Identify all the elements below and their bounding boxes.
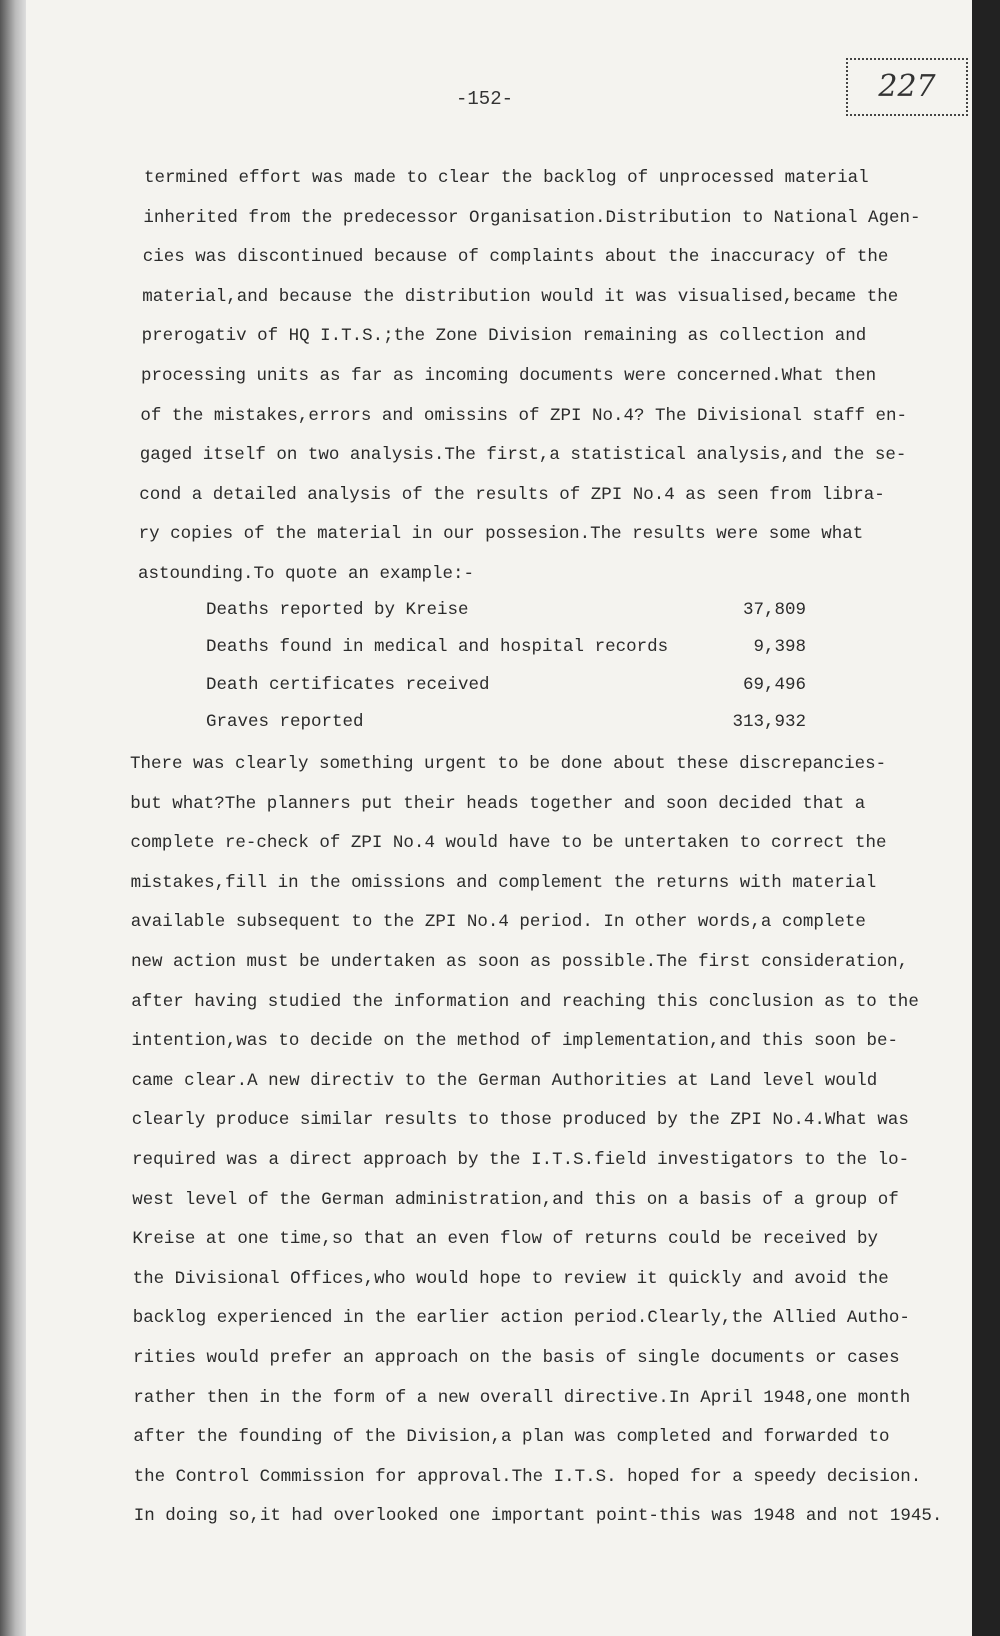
- text-line: material,and because the distribution would it was visualised,became the: [142, 286, 899, 307]
- text-line: of the mistakes,errors and omissins of ZPI No.4? The Divisional staff en-: [140, 405, 908, 426]
- page-number: -152-: [456, 88, 514, 110]
- text-line: processing units as far as incoming documents were concerned.What then: [141, 366, 877, 386]
- text-line: west level of the German administration,and this on a basis of a group of: [132, 1189, 899, 1210]
- table-row: [206, 712, 806, 732]
- table-row: [206, 675, 806, 695]
- text-line: intention,was to decide on the method of implementation,and this soon be-: [131, 1031, 899, 1052]
- scan-background: [972, 0, 1000, 1636]
- text-line: but what?The planners put their heads together and soon decided that a: [130, 793, 866, 814]
- text-line: Kreise at one time,so that an even flow of returns could be received by: [132, 1229, 879, 1250]
- text-line: backlog experienced in the earlier action period.Clearly,the Allied Autho-: [132, 1308, 910, 1329]
- text-line: rather then in the form of a new overall directive.In April 1948,one month: [133, 1387, 911, 1408]
- table-row: [206, 637, 806, 657]
- text-line: termined effort was made to clear the backlog of unprocessed material: [144, 168, 869, 188]
- row-label: Deaths found in medical and hospital records: [206, 637, 669, 658]
- text-line: new action must be undertaken as soon as possible.The first consideration,: [131, 952, 909, 973]
- text-line: gaged itself on two analysis.The first,a statistical analysis,and the se-: [139, 445, 907, 466]
- archive-stamp: 227: [846, 58, 968, 116]
- text-line: after having studied the information and reaching this conclusion as to the: [131, 991, 919, 1012]
- row-value: 9,398: [753, 637, 806, 658]
- text-line: In doing so,it had overlooked one important point-this was 1948 and not 1945.: [133, 1506, 943, 1527]
- text-line: available subsequent to the ZPI No.4 period. In other words,a complete: [130, 912, 866, 933]
- text-line: cies was discontinued because of complaints about the inaccuracy of the: [142, 247, 889, 268]
- table-row: [206, 600, 806, 620]
- text-line: rities would prefer an approach on the basis of single documents or cases: [133, 1348, 900, 1369]
- row-value: 313,932: [732, 712, 806, 733]
- text-line: after the founding of the Division,a plan was completed and forwarded to: [133, 1427, 890, 1448]
- text-line: There was clearly something urgent to be done about these discrepancies-: [130, 754, 887, 775]
- text-line: the Control Commission for approval.The I.T.S. hoped for a speedy decision.: [133, 1466, 922, 1487]
- text-line: mistakes,fill in the omissions and complement the returns with material: [130, 872, 877, 893]
- text-line: inherited from the predecessor Organisation.Distribution to National Agen-: [143, 207, 921, 228]
- text-line: came clear.A new directiv to the German Authorities at Land level would: [131, 1070, 878, 1091]
- text-line: complete re-check of ZPI No.4 would have to be untertaken to correct the: [130, 833, 887, 854]
- text-line: astounding.To quote an example:-: [138, 564, 475, 584]
- document-page: [26, 0, 972, 1636]
- row-value: 69,496: [742, 674, 806, 695]
- row-value: 37,809: [742, 599, 806, 620]
- row-label: Graves reported: [206, 712, 364, 733]
- text-line: ry copies of the material in our possesion.The results were some what: [138, 524, 864, 545]
- binding-edge: [0, 0, 26, 1636]
- row-label: Death certificates received: [206, 674, 490, 695]
- text-line: the Divisional Offices,who would hope to review it quickly and avoid the: [132, 1268, 889, 1289]
- text-line: cond a detailed analysis of the results of ZPI No.4 as seen from libra-: [139, 484, 885, 505]
- row-label: Deaths reported by Kreise: [206, 599, 469, 620]
- text-line: required was a direct approach by the I.T.S.field investigators to the lo-: [132, 1150, 910, 1171]
- text-line: prerogativ of HQ I.T.S.;the Zone Division remaining as collection and: [141, 326, 867, 347]
- text-line: clearly produce similar results to those produced by the ZPI No.4.What was: [131, 1110, 909, 1131]
